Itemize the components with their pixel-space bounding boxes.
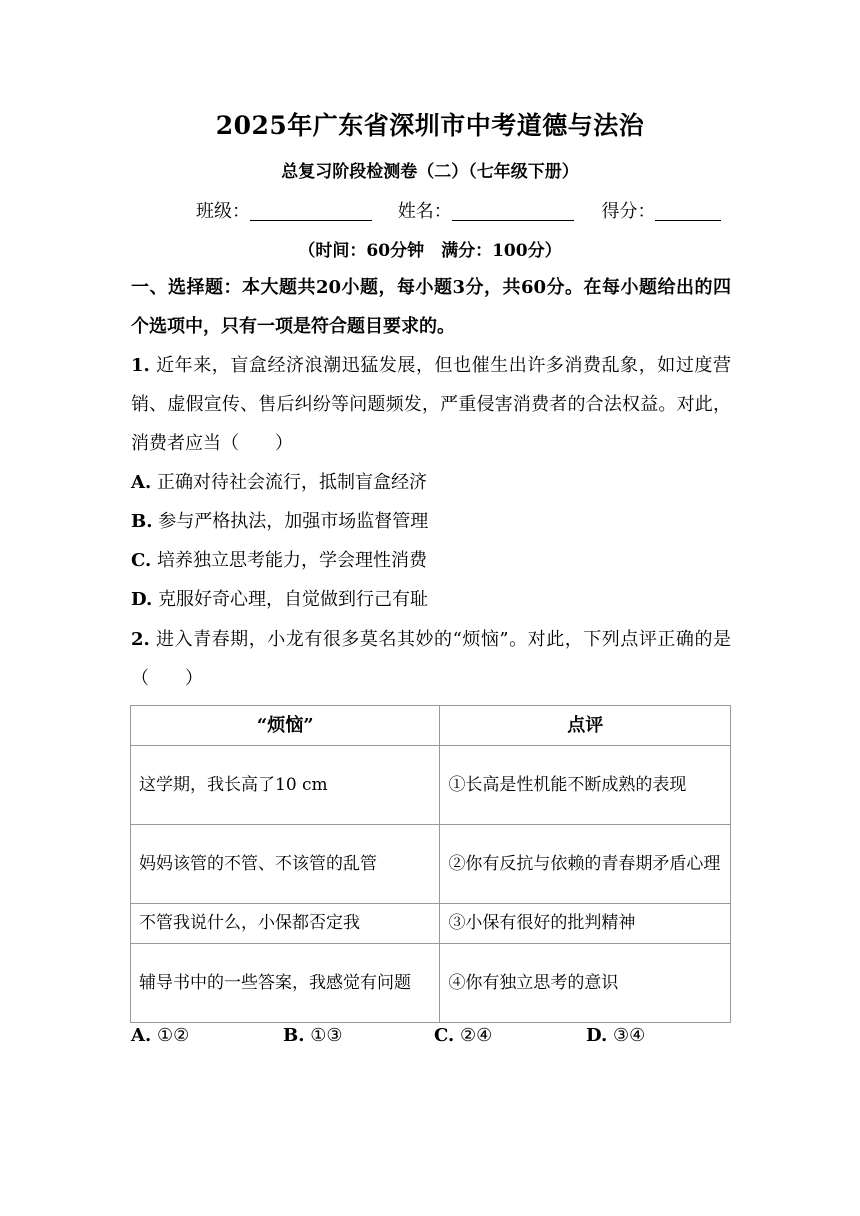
question-1-stem <box>131 346 731 463</box>
option-text: 克服好奇心理，自觉做到行己有耻 <box>152 589 428 610</box>
table-cell-worry: 妈妈该管的不管、不该管的乱管 <box>131 825 440 904</box>
table-header-review: 点评 <box>440 706 731 746</box>
answer-text: ③④ <box>607 1025 646 1046</box>
answer-letter: D. <box>586 1025 608 1046</box>
question-text: 近年来，盲盒经济浪潮迅猛发展，但也催生出许多消费乱象，如过度营销、虚假宣传、售后纠纷等问题频发，严重侵害消费者的合法权益。对此，消费者应当（ ） <box>131 355 731 454</box>
table-row <box>131 904 731 944</box>
answer-letter: B. <box>283 1025 305 1046</box>
table-cell-worry: 辅导书中的一些答案，我感觉有问题 <box>131 944 440 1023</box>
question-1-option-c <box>131 541 427 580</box>
name-label: 姓名： <box>397 201 452 222</box>
exam-title: 2025年广东省深圳市中考道德与法治 <box>215 111 645 140</box>
table-row <box>131 825 731 904</box>
option-letter: D. <box>131 589 153 610</box>
option-letter: C. <box>131 550 152 571</box>
option-text: 正确对待社会流行，抵制盲盒经济 <box>151 472 427 493</box>
section-instructions-text: 本大题共20小题，每小题3分，共60分。在每小题给出的四个选项中，只有一项是符合题目要求的。 <box>131 277 732 337</box>
option-letter: B. <box>131 511 153 532</box>
question-text: 进入青春期，小龙有很多莫名其妙的“烦恼”。对此，下列点评正确的是（ ） <box>131 629 731 689</box>
name-blank <box>452 200 574 221</box>
question-number: 2. <box>131 629 150 650</box>
option-letter: A. <box>131 472 152 493</box>
option-text: 参与严格执法，加强市场监督管理 <box>152 511 429 532</box>
answer-text: ①③ <box>304 1025 343 1046</box>
table-cell-worry: 不管我说什么，小保都否定我 <box>131 904 440 944</box>
answer-option-c <box>434 1023 492 1049</box>
answer-option-b <box>283 1023 342 1049</box>
table-cell-review: ③小保有很好的批判精神 <box>440 904 731 944</box>
table-header-worries: “烦恼” <box>131 706 440 746</box>
answer-text: ②④ <box>454 1025 493 1046</box>
table-header-row <box>131 706 731 746</box>
answer-letter: C. <box>434 1025 455 1046</box>
table-row <box>131 944 731 1023</box>
table-cell-review: ④你有独立思考的意识 <box>440 944 731 1023</box>
section-heading: 一、选择题： <box>131 277 242 298</box>
table-cell-review: ②你有反抗与依赖的青春期矛盾心理 <box>440 825 731 904</box>
worries-review-table <box>130 705 731 1023</box>
score-blank <box>655 200 721 221</box>
question-number: 1. <box>131 355 150 376</box>
score-label: 得分： <box>601 201 656 222</box>
answer-letter: A. <box>131 1025 152 1046</box>
answer-option-a <box>131 1023 189 1049</box>
answer-text: ①② <box>151 1025 190 1046</box>
question-1-option-b <box>131 502 428 541</box>
time-info: （时间：60分钟 满分：100分） <box>298 241 562 261</box>
question-2-stem <box>131 620 731 698</box>
exam-subtitle: 总复习阶段检测卷（二）（七年级下册） <box>281 162 579 182</box>
student-info-row <box>196 197 721 223</box>
class-blank <box>250 200 372 221</box>
question-1-option-a <box>131 463 427 502</box>
table-cell-worry: 这学期，我长高了10 cm <box>131 746 440 825</box>
section-instructions <box>131 268 731 346</box>
table-cell-review: ①长高是性机能不断成熟的表现 <box>440 746 731 825</box>
answer-option-d <box>586 1023 645 1049</box>
table-row <box>131 746 731 825</box>
option-text: 培养独立思考能力，学会理性消费 <box>151 550 428 571</box>
question-1-option-d <box>131 580 428 619</box>
class-label: 班级： <box>196 201 250 222</box>
